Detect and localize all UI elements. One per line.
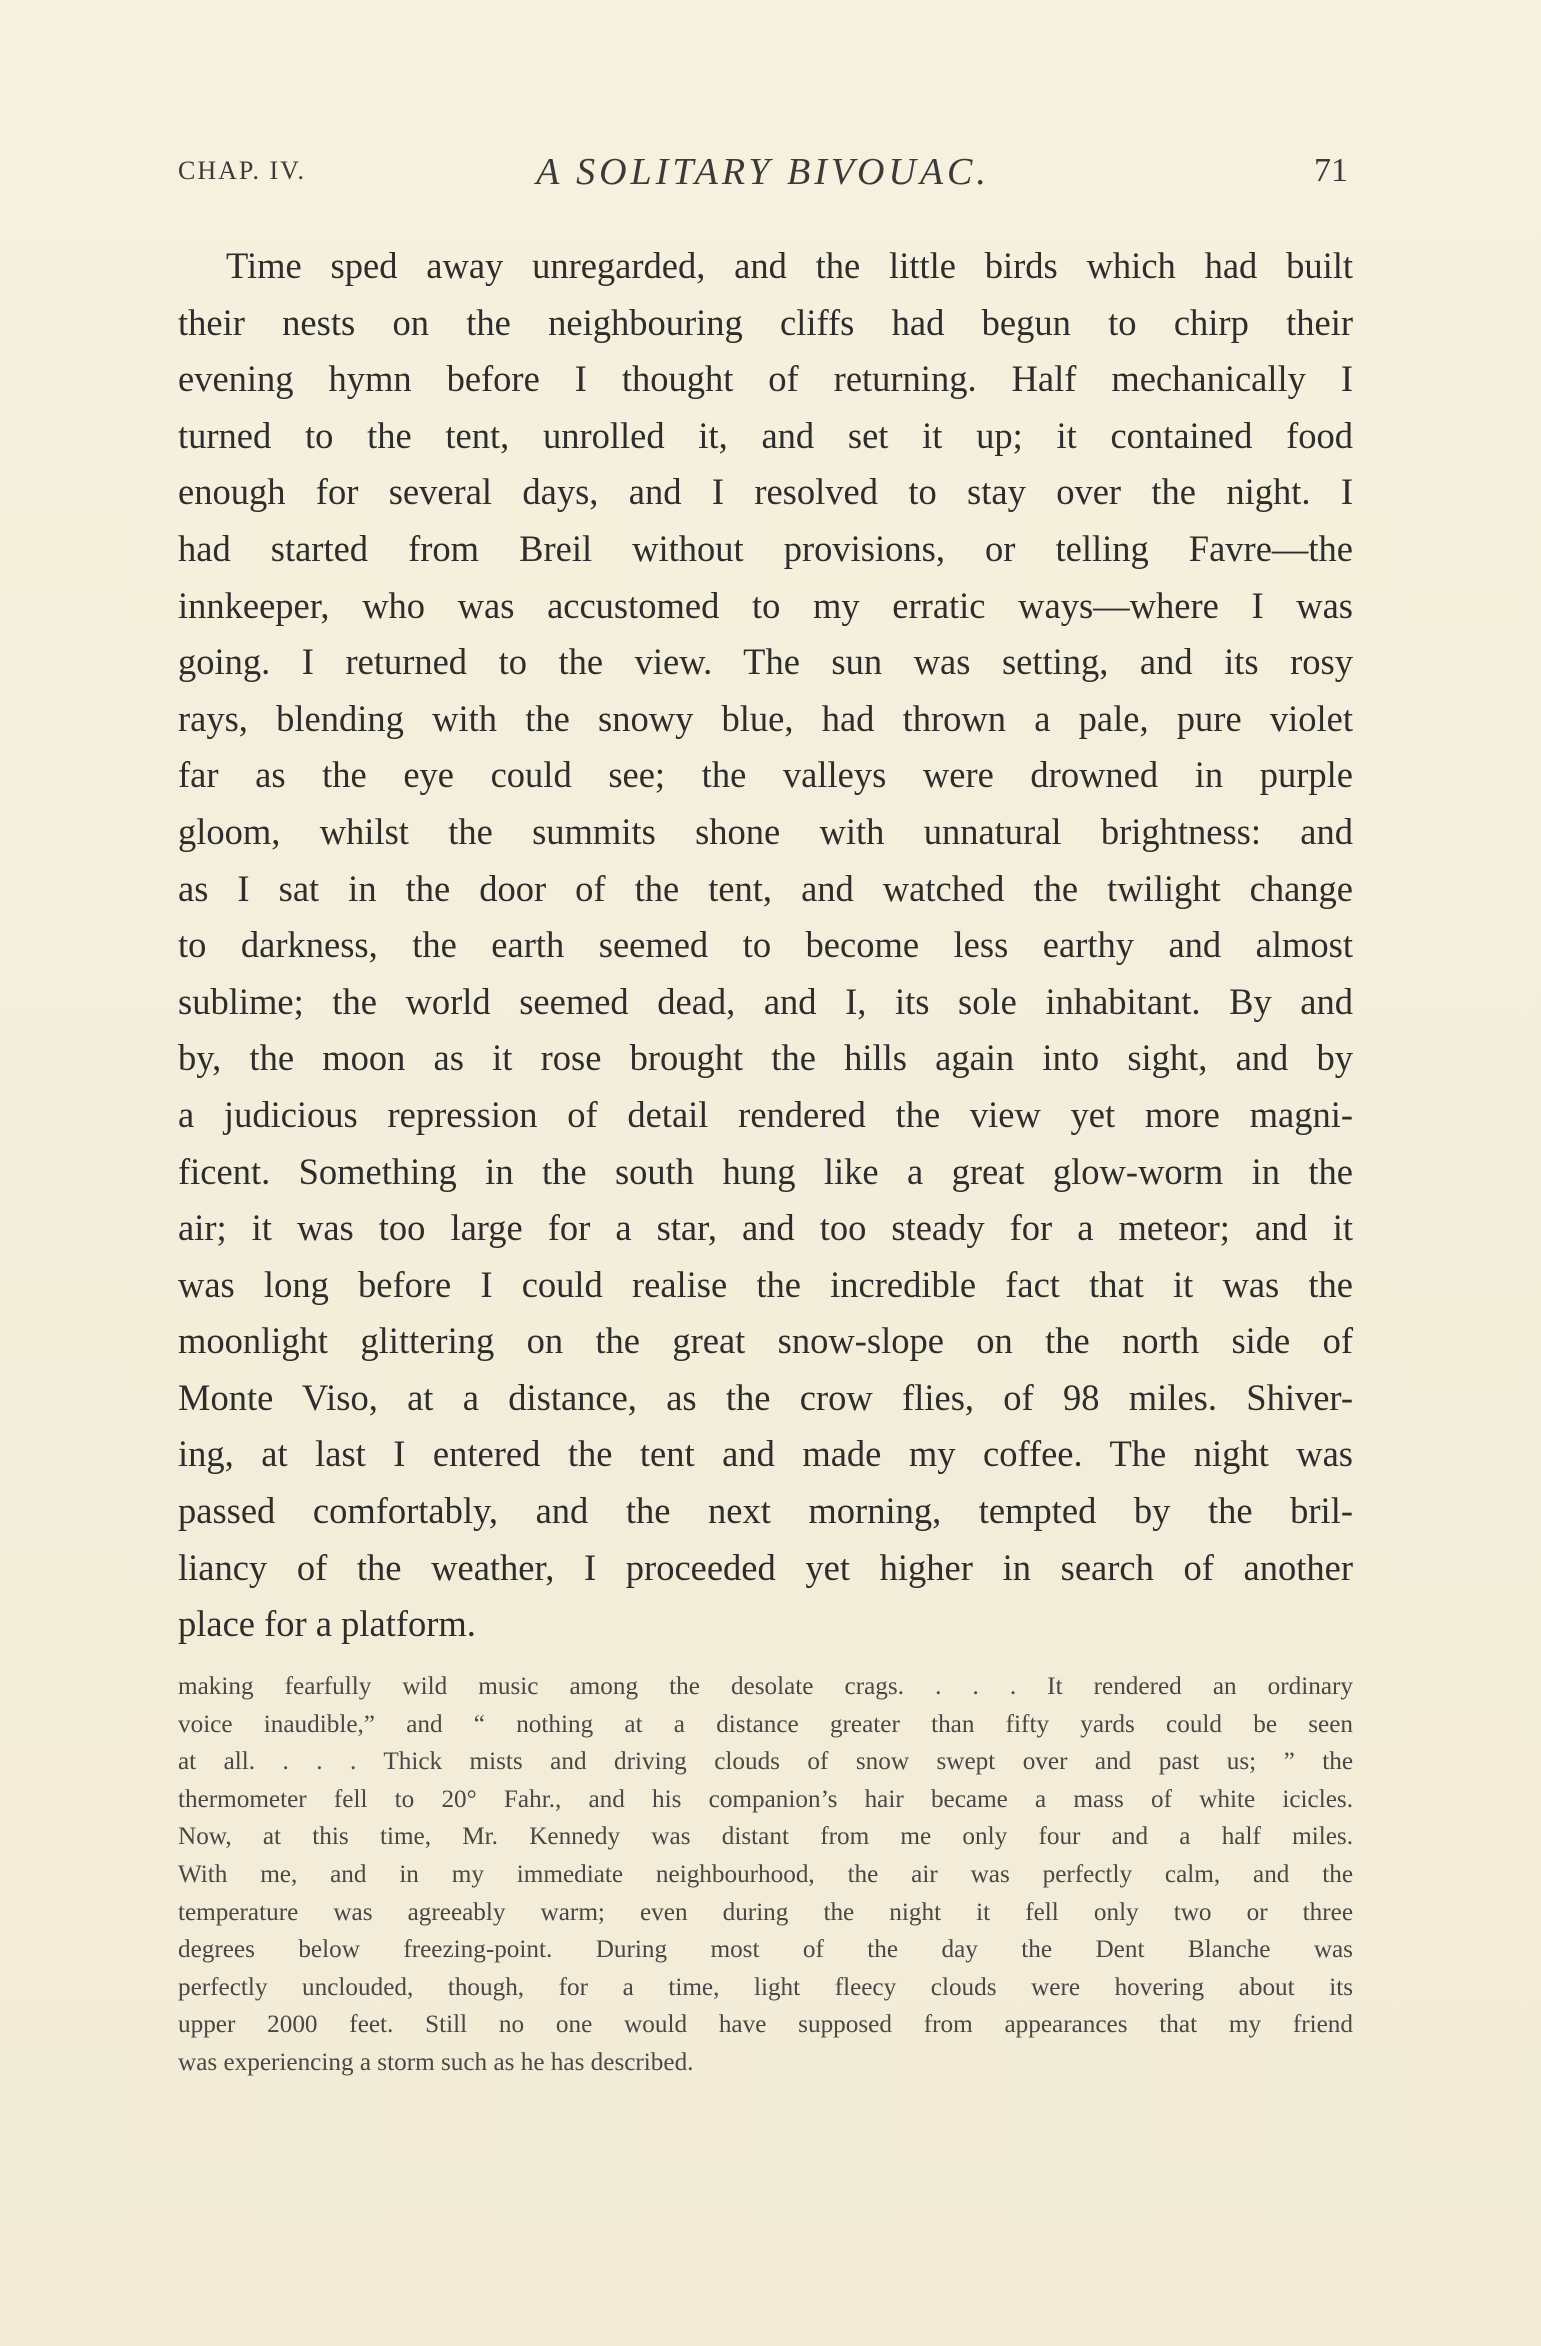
- footnote-line: Now, at this time, Mr. Kennedy was distant from me only four and a half miles.: [178, 1823, 1353, 1851]
- body-line: innkeeper, who was accustomed to my erratic ways—where I was: [178, 584, 1353, 626]
- body-line: rays, blending with the snowy blue, had thrown a pale, pure violet: [178, 697, 1353, 739]
- running-title: A SOLITARY BIVOUAC.: [536, 151, 990, 193]
- footnote-line: thermometer fell to 20° Fahr., and his companion’s hair became a mass of white icicles.: [178, 1785, 1353, 1813]
- body-line: moonlight glittering on the great snow-slope on the north side of: [178, 1320, 1353, 1362]
- body-line: gloom, whilst the summits shone with unnatural brightness: and: [178, 810, 1353, 852]
- body-line: ing, at last I entered the tent and made my coffee. The night was: [178, 1433, 1353, 1475]
- footnote-line: temperature was agreeably warm; even during the night it fell only two or three: [178, 1898, 1353, 1926]
- body-line: evening hymn before I thought of returning. Half mechanically I: [178, 358, 1353, 400]
- page-number: 71: [1314, 152, 1348, 189]
- body-line: air; it was too large for a star, and too steady for a meteor; and it: [178, 1207, 1353, 1249]
- footnote: [178, 1668, 1353, 2082]
- body-line: by, the moon as it rose brought the hills again into sight, and by: [178, 1037, 1353, 1079]
- main-paragraph: [178, 238, 1353, 1653]
- footnote-line: degrees below freezing-point. During most of the day the Dent Blanche was: [178, 1936, 1353, 1964]
- body-line: far as the eye could see; the valleys were drowned in purple: [178, 754, 1353, 796]
- body-line: Monte Viso, at a distance, as the crow flies, of 98 miles. Shiver-: [178, 1376, 1353, 1418]
- body-line: enough for several days, and I resolved to stay over the night. I: [178, 471, 1353, 513]
- footnote-line: making fearfully wild music among the desolate crags. . . . It rendered an ordinary: [178, 1673, 1353, 1700]
- body-line: was long before I could realise the incredible fact that it was the: [178, 1263, 1353, 1305]
- footnote-line: With me, and in my immediate neighbourhood, the air was perfectly calm, and the: [178, 1860, 1353, 1888]
- body-line: place for a platform.: [178, 1603, 476, 1645]
- body-line: ficent. Something in the south hung like a great glow-worm in the: [178, 1150, 1353, 1192]
- footnote-line: at all. . . . Thick mists and driving clouds of snow swept over and past us; ” the: [178, 1748, 1353, 1776]
- body-line: had started from Breil without provisions, or telling Favre—the: [178, 527, 1353, 569]
- body-line: passed comfortably, and the next morning, tempted by the bril-: [178, 1490, 1353, 1532]
- body-line: to darkness, the earth seemed to become less earthy and almost: [178, 924, 1353, 966]
- body-line: turned to the tent, unrolled it, and set it up; it contained food: [178, 414, 1353, 456]
- chapter-label: CHAP. IV.: [178, 156, 307, 185]
- body-line: as I sat in the door of the tent, and watched the twilight change: [178, 867, 1353, 909]
- body-line: a judicious repression of detail rendered the view yet more magni-: [178, 1093, 1353, 1135]
- body-line: Time sped away unregarded, and the little birds which had built: [226, 245, 1353, 286]
- body-line: sublime; the world seemed dead, and I, its sole inhabitant. By and: [178, 980, 1353, 1022]
- body-line: liancy of the weather, I proceeded yet higher in search of another: [178, 1546, 1353, 1588]
- footnote-line: perfectly unclouded, though, for a time, light fleecy clouds were hovering about its: [178, 1973, 1353, 2001]
- running-head: [178, 150, 1348, 200]
- body-line: their nests on the neighbouring cliffs had begun to chirp their: [178, 301, 1353, 343]
- body-line: going. I returned to the view. The sun was setting, and its rosy: [178, 641, 1353, 683]
- footnote-line: was experiencing a storm such as he has described.: [178, 2048, 694, 2076]
- footnote-line: upper 2000 feet. Still no one would have supposed from appearances that my friend: [178, 2011, 1353, 2039]
- footnote-line: voice inaudible,” and “ nothing at a distance greater than fifty yards could be seen: [178, 1710, 1353, 1738]
